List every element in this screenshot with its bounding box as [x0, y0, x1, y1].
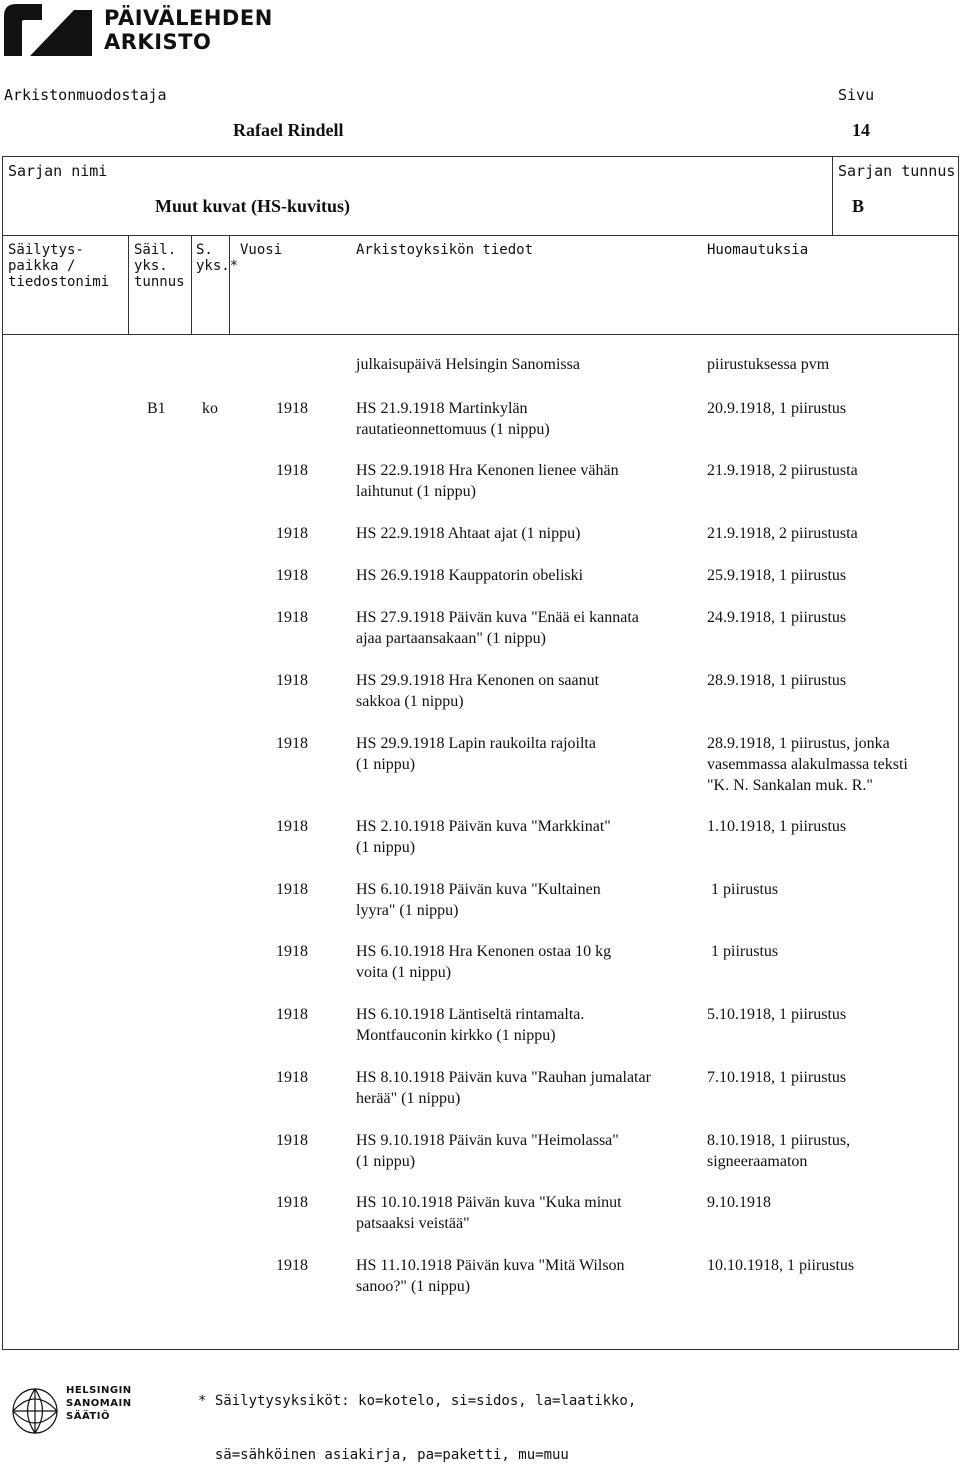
cell-info-line: HS 27.9.1918 Päivän kuva "Enää ei kannata — [356, 609, 639, 626]
subheader-info: julkaisupäivä Helsingin Sanomissa — [356, 356, 580, 373]
page-label: Sivu — [838, 86, 875, 104]
cell-notes-line: 1.10.1918, 1 piirustus — [707, 818, 847, 835]
cell-notes-line: 1 piirustus — [707, 943, 779, 960]
cell-info-line: lyyra" (1 nippu) — [356, 902, 459, 919]
cell-year: 1918 — [276, 1132, 308, 1149]
cell-info-line: HS 6.10.1918 Läntiseltä rintamalta. — [356, 1006, 585, 1023]
cell-info — [356, 565, 696, 586]
series-box — [2, 156, 959, 236]
cell-info — [356, 879, 696, 921]
cell-year: 1918 — [276, 400, 308, 417]
cell-info-line: HS 26.9.1918 Kauppatorin obeliski — [356, 567, 584, 584]
cell-info-line: HS 22.9.1918 Hra Kenonen lienee vähän — [356, 462, 619, 479]
subheader-notes: piirustuksessa pvm — [707, 356, 830, 373]
cell-notes-line: 20.9.1918, 1 piirustus — [707, 400, 847, 417]
cell-notes-line: 9.10.1918 — [707, 1194, 771, 1211]
cell-notes — [707, 460, 957, 481]
cell-notes — [707, 1067, 957, 1088]
cell-info-line: patsaaksi veistää" — [356, 1215, 470, 1232]
cell-notes-line: 28.9.1918, 1 piirustus, jonka — [707, 735, 890, 752]
cell-notes — [707, 398, 957, 419]
cell-notes-line: 21.9.1918, 2 piirustusta — [707, 462, 858, 479]
series-name-value: Muut kuvat (HS-kuvitus) — [155, 196, 351, 216]
cell-notes-line: 7.10.1918, 1 piirustus — [707, 1069, 847, 1086]
cell-info — [356, 733, 696, 775]
cell-info — [356, 816, 696, 858]
cell-notes — [707, 1130, 957, 1172]
cell-notes — [707, 670, 957, 691]
cell-info-line: HS 8.10.1918 Päivän kuva "Rauhan jumalatar — [356, 1069, 651, 1086]
cell-info-line: HS 6.10.1918 Päivän kuva "Kultainen — [356, 881, 601, 898]
cell-info-line: HS 10.10.1918 Päivän kuva "Kuka minut — [356, 1194, 622, 1211]
logo-line-1: PÄIVÄLEHDEN — [104, 6, 273, 30]
cell-info — [356, 607, 696, 649]
cell-notes-line: 1 piirustus — [707, 881, 779, 898]
cell-info-line: HS 29.9.1918 Hra Kenonen on saanut — [356, 672, 600, 689]
col-divider-1 — [128, 235, 129, 335]
cell-info — [356, 523, 696, 544]
col-header-year: Vuosi — [240, 242, 283, 258]
cell-info-line: HS 21.9.1918 Martinkylän — [356, 400, 528, 417]
cell-year: 1918 — [276, 943, 308, 960]
cell-notes — [707, 941, 957, 962]
cell-year: 1918 — [276, 1257, 308, 1274]
cell-info — [356, 1130, 696, 1172]
cell-info-line: rautatieonnettomuus (1 nippu) — [356, 421, 550, 438]
col-header-sail: Säil. yks. tunnus — [134, 242, 185, 290]
cell-notes-line: 10.10.1918, 1 piirustus — [707, 1257, 855, 1274]
cell-notes-line: vasemmassa alakulmassa teksti — [707, 756, 908, 773]
cell-year: 1918 — [276, 609, 308, 626]
cell-year: 1918 — [276, 567, 308, 584]
cell-info — [356, 1067, 696, 1109]
cell-info-line: (1 nippu) — [356, 756, 416, 773]
creator-value: Rafael Rindell — [233, 120, 344, 140]
cell-notes — [707, 1004, 957, 1025]
cell-notes — [707, 523, 957, 544]
cell-year: 1918 — [276, 818, 308, 835]
cell-info-line: sanoo?" (1 nippu) — [356, 1278, 471, 1295]
cell-info-line: Montfauconin kirkko (1 nippu) — [356, 1027, 556, 1044]
cell-info-line: HS 2.10.1918 Päivän kuva "Markkinat" — [356, 818, 611, 835]
creator-label: Arkistonmuodostaja — [4, 86, 167, 104]
cell-info-line: ajaa partaansakaan" (1 nippu) — [356, 630, 546, 647]
foundation-mark-icon — [10, 1382, 60, 1440]
cell-year: 1918 — [276, 1006, 308, 1023]
cell-place: B1 — [147, 400, 166, 417]
cell-info-line: sakkoa (1 nippu) — [356, 693, 464, 710]
cell-notes — [707, 1192, 957, 1213]
cell-year: 1918 — [276, 735, 308, 752]
col-header-place: Säilytys- paikka / tiedostonimi — [8, 242, 110, 290]
cell-info-line: HS 22.9.1918 Ahtaat ajat (1 nippu) — [356, 525, 581, 542]
cell-notes — [707, 607, 957, 628]
series-divider — [832, 156, 833, 236]
cell-year: 1918 — [276, 1069, 308, 1086]
footnote: * Säilytysyksiköt: ko=kotelo, si=sidos, la=laatikko, sä=sähköinen asiakirja, pa=paketti, mu=muu — [198, 1393, 637, 1463]
cell-sail: ko — [202, 400, 218, 417]
cell-notes-line: 25.9.1918, 1 piirustus — [707, 567, 847, 584]
cell-info-line: (1 nippu) — [356, 839, 416, 856]
cell-info-line: herää" (1 nippu) — [356, 1090, 461, 1107]
cell-info-line: HS 9.10.1918 Päivän kuva "Heimolassa" — [356, 1132, 619, 1149]
cell-notes — [707, 816, 957, 837]
paivalehden-arkisto-logo — [0, 0, 273, 60]
series-id-value: B — [852, 196, 865, 216]
cell-notes-line: 24.9.1918, 1 piirustus — [707, 609, 847, 626]
cell-year: 1918 — [276, 525, 308, 542]
logo-mark-icon — [2, 2, 94, 58]
series-id-label: Sarjan tunnus — [838, 162, 956, 180]
cell-notes — [707, 565, 957, 586]
cell-notes-line: 5.10.1918, 1 piirustus — [707, 1006, 847, 1023]
col-header-notes: Huomautuksia — [707, 242, 809, 258]
cell-notes-line: 21.9.1918, 2 piirustusta — [707, 525, 858, 542]
cell-year: 1918 — [276, 881, 308, 898]
cell-notes-line: signeeraamaton — [707, 1153, 808, 1170]
cell-info — [356, 1192, 696, 1234]
cell-info-line: (1 nippu) — [356, 1153, 416, 1170]
col-divider-2 — [191, 235, 192, 335]
cell-info — [356, 670, 696, 712]
logo-line-2: ARKISTO — [104, 30, 212, 54]
cell-info — [356, 1255, 696, 1297]
cell-notes — [707, 733, 957, 796]
col-header-info: Arkistoyksikön tiedot — [356, 242, 534, 258]
page-number: 14 — [852, 120, 870, 140]
cell-notes-line: 8.10.1918, 1 piirustus, — [707, 1132, 851, 1149]
cell-notes-line: 28.9.1918, 1 piirustus — [707, 672, 847, 689]
cell-info-line: HS 6.10.1918 Hra Kenonen ostaa 10 kg — [356, 943, 612, 960]
col-header-s-yks: S. yks.* — [196, 242, 239, 274]
cell-notes — [707, 879, 957, 900]
series-name-label: Sarjan nimi — [8, 162, 108, 180]
cell-info-line: voita (1 nippu) — [356, 964, 452, 981]
cell-info-line: laihtunut (1 nippu) — [356, 483, 476, 500]
cell-info — [356, 1004, 696, 1046]
cell-year: 1918 — [276, 672, 308, 689]
cell-year: 1918 — [276, 462, 308, 479]
foundation-logo-text: HELSINGIN SANOMAIN SÄÄTIÖ — [66, 1385, 132, 1422]
cell-info-line: HS 29.9.1918 Lapin raukoilta rajoilta — [356, 735, 596, 752]
cell-info — [356, 460, 696, 502]
cell-info-line: HS 11.10.1918 Päivän kuva "Mitä Wilson — [356, 1257, 625, 1274]
cell-year: 1918 — [276, 1194, 308, 1211]
cell-notes — [707, 1255, 957, 1276]
cell-info — [356, 941, 696, 983]
cell-info — [356, 398, 696, 440]
helsingin-sanomain-saatio-logo — [10, 1378, 160, 1448]
cell-notes-line: "K. N. Sankalan muk. R." — [707, 777, 873, 794]
